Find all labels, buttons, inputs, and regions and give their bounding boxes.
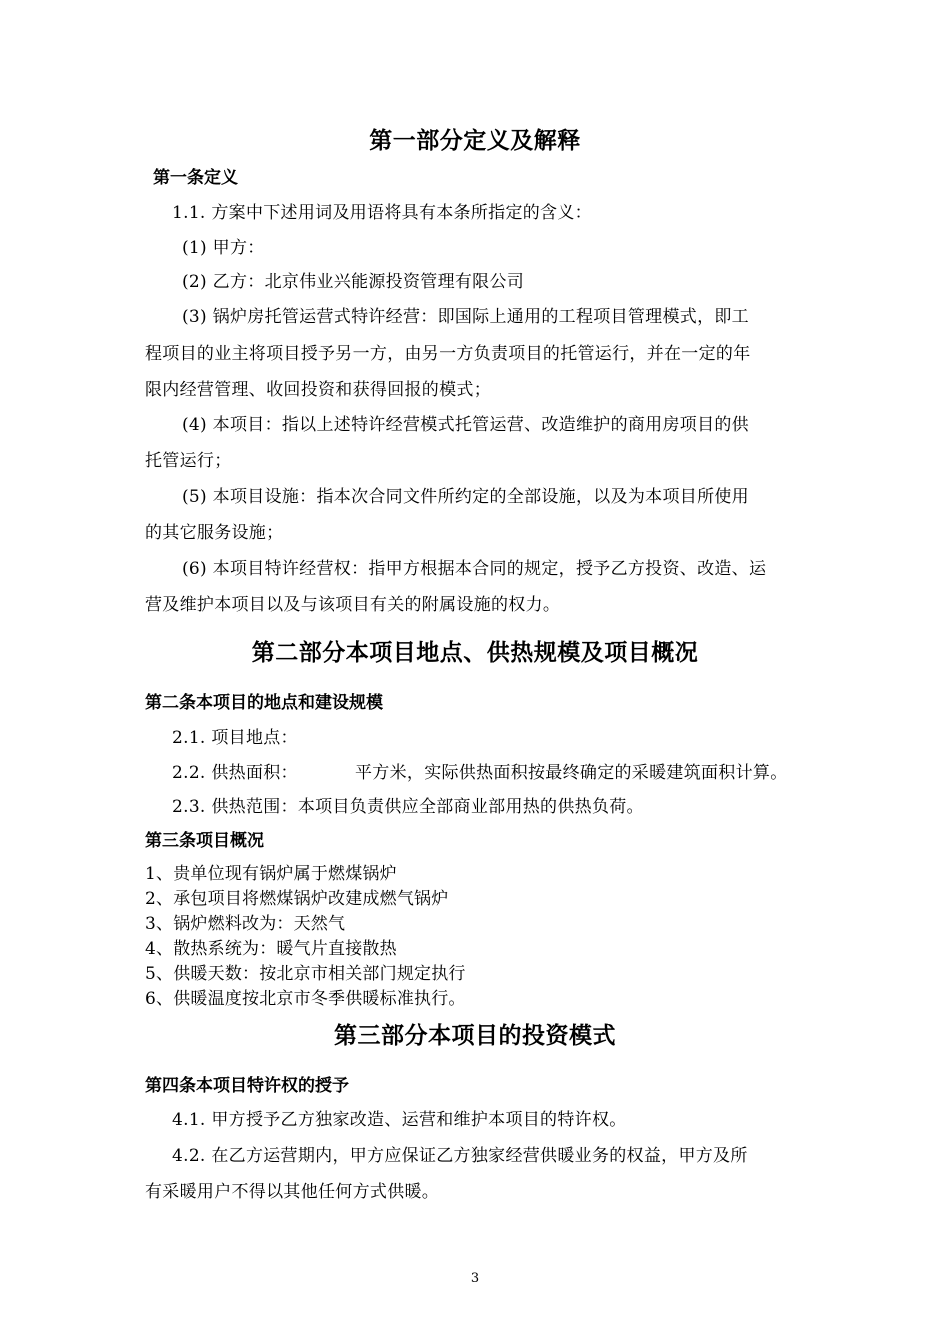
clause-2-3: 2.3. 供热范围：本项目负责供应全部商业部用热的供热负荷。: [172, 797, 644, 817]
article4-title: 第四条本项目特许权的授予: [145, 1076, 349, 1096]
list-item: 5、供暖天数：按北京市相关部门规定执行: [145, 964, 466, 984]
clause-2-2-text: 平方米，实际供热面积按最终确定的采暖建筑面积计算。: [355, 763, 788, 783]
definition-4-line1: (4) 本项目：指以上述特许经营模式托管运营、改造维护的商用房项目的供: [182, 415, 749, 435]
list-item: 2、承包项目将燃煤锅炉改建成燃气锅炉: [145, 889, 449, 909]
definition-3-line2: 程项目的业主将项目授予另一方，由另一方负责项目的托管运行，并在一定的年: [145, 344, 751, 364]
part1-title: 第一部分定义及解释: [369, 128, 581, 154]
definition-3-line1: (3) 锅炉房托管运营式特许经营：即国际上通用的工程项目管理模式，即工: [182, 307, 749, 327]
clause-4-2-line2: 有采暖用户不得以其他任何方式供暖。: [145, 1182, 440, 1202]
article2-title: 第二条本项目的地点和建设规模: [145, 693, 383, 713]
definition-4-line2: 托管运行；: [145, 451, 232, 471]
list-item: 6、供暖温度按北京市冬季供暖标准执行。: [145, 989, 466, 1009]
definition-6-line1: (6) 本项目特许经营权：指甲方根据本合同的规定，授予乙方投资、改造、运: [182, 559, 767, 579]
clause-4-2-line1: 4.2. 在乙方运营期内，甲方应保证乙方独家经营供暖业务的权益，甲方及所: [172, 1146, 748, 1166]
page-number: 3: [470, 1271, 480, 1286]
clause-4-1: 4.1. 甲方授予乙方独家改造、运营和维护本项目的特许权。: [172, 1110, 627, 1130]
part3-title: 第三部分本项目的投资模式: [334, 1023, 616, 1049]
list-item: 3、锅炉燃料改为：天然气: [145, 914, 346, 934]
definition-2: (2) 乙方：北京伟业兴能源投资管理有限公司: [182, 272, 525, 292]
clause-2-2-label: 2.2. 供热面积：: [172, 763, 298, 783]
article3-title: 第三条项目概况: [145, 831, 264, 851]
list-item: 1、贵单位现有锅炉属于燃煤锅炉: [145, 864, 397, 884]
list-item: 4、散热系统为：暖气片直接散热: [145, 939, 397, 959]
part2-title: 第二部分本项目地点、供热规模及项目概况: [251, 640, 699, 666]
clause-2-1: 2.1. 项目地点：: [172, 728, 298, 748]
clause-1-1: 1.1. 方案中下述用词及用语将具有本条所指定的含义：: [172, 203, 592, 223]
definition-5-line2: 的其它服务设施；: [145, 523, 284, 543]
definition-5-line1: (5) 本项目设施：指本次合同文件所约定的全部设施，以及为本项目所使用: [182, 487, 749, 507]
definition-3-line3: 限内经营管理、收回投资和获得回报的模式；: [145, 380, 491, 400]
definition-6-line2: 营及维护本项目以及与该项目有关的附属设施的权力。: [145, 595, 561, 615]
definition-1: (1) 甲方：: [182, 238, 265, 258]
article1-title: 第一条定义: [153, 168, 238, 188]
